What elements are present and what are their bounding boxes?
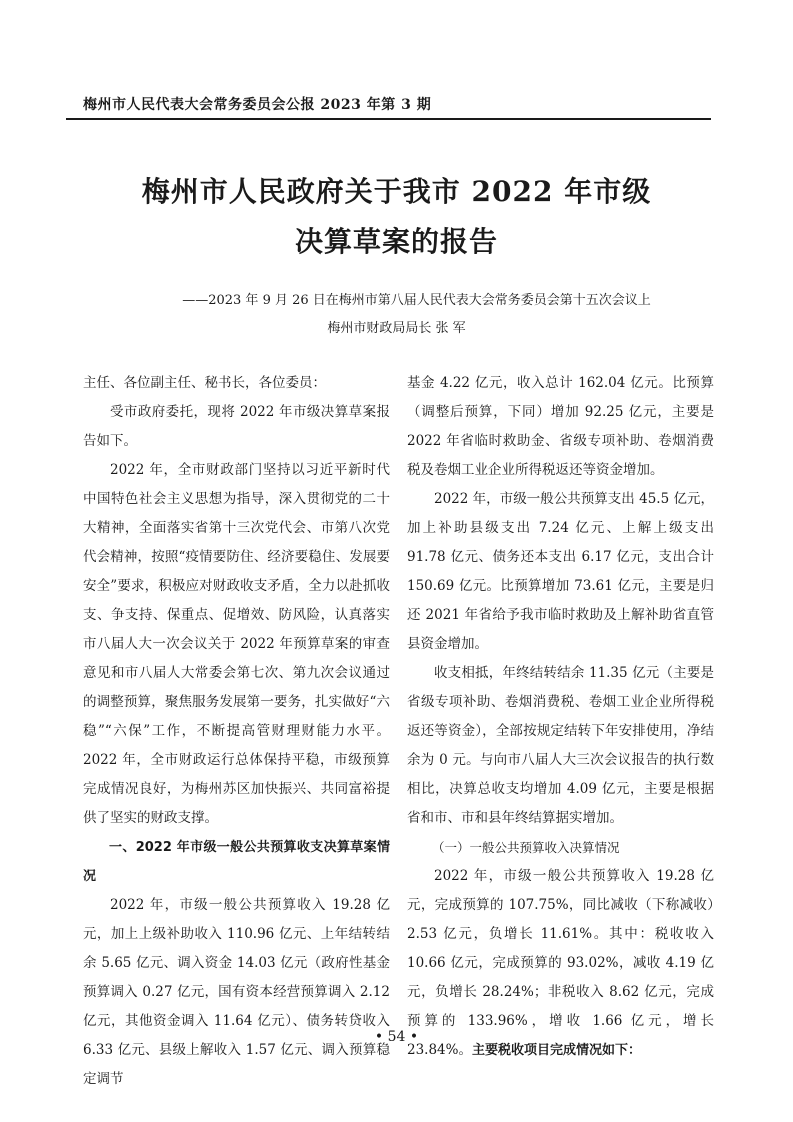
document-title-line-1: 梅州市人民政府关于我市 2022 年市级 — [141, 175, 652, 208]
paragraph-revenue-total-cont: 基金 4.22 亿元，收入总计 162.04 亿元。比预算（调整后预算，下同）增加 92.25 亿元，主要是 2022 年省临时救助金、省级专项补助、卷烟消费税及卷烟工业企业所得税返还等资金增加。 — [407, 375, 714, 478]
salutation: 主任、各位副主任、秘书长，各位委员： — [83, 375, 326, 391]
header-rule — [66, 118, 711, 120]
page-number: • 54 • — [374, 1029, 419, 1045]
paragraph-overview: 2022 年，全市财政部门坚持以习近平新时代中国特色社会主义思想为指导，深入贯彻党的二十大精神，全面落实省第十三次党代会、市第八次党代会精神，按照“疫情要防住、经济要稳住、发展要安全”要求，积极应对财政收支矛盾，全力以赴抓收支、争支持、保重点、促增效、防风险，认真落实市八届人大一次会议关于 2022 年预算草案的审查意见和市八届人大常委会第七次、第九次会议通过的调整预算，聚焦服务发展第一要务，扎实做好“六稳”“六保”工作，不断提高管财理财能力水平。2022 年，全市财政运行总体保持平稳，市级预算完成情况良好，为梅州苏区加快振兴、共同富裕提供了坚实的财政支撑。 — [83, 462, 390, 826]
revenue-detail-text: 2022 年，市级一般公共预算收入 19.28 亿元，完成预算的 107.75%，同比减收（下称减收）2.53 亿元，负增长 11.61%。其中：税收收入 10.66 亿元，完成预算的 93.02%，减收 4.19 亿元，负增长 28.24%；非税收入 8.62 亿元，完成预算的 133.96%，增收 1.66 亿元，增长 23.84%。 — [407, 868, 714, 1058]
subtitle-author: 梅州市财政局局长 张 军 — [327, 321, 466, 336]
document-title-line-2: 决算草案的报告 — [294, 225, 498, 258]
left-column — [83, 369, 390, 1094]
section-heading-1: 一、2022 年市级一般公共预算收支决算草案情况 — [83, 840, 390, 884]
subtitle-occasion: ——2023 年 9 月 26 日在梅州市第八届人民代表大会常务委员会第十五次会议上 — [182, 293, 651, 308]
subsection-heading-1: （一）一般公共预算收入决算情况 — [432, 840, 620, 855]
journal-header: 梅州市人民代表大会常务委员会公报 2023 年第 3 期 — [83, 97, 432, 113]
tax-items-lead: 主要税收项目完成情况如下： — [471, 1043, 641, 1058]
paragraph-revenue-total: 2022 年，市级一般公共预算收入 19.28 亿元，加上上级补助收入 110.96 亿元、上年结转结余 5.65 亿元、调入资金 14.03 亿元（政府性基金预算调入 0.27 亿元，国有资本经营预算调入 2.12 亿元，其他资金调入 11.64 亿元）、债务转贷收入 6.33 亿元、县级上解收入 1.57 亿元、调入预算稳定调节 — [83, 897, 390, 1087]
right-column — [407, 369, 714, 1065]
paragraph-expenditure: 2022 年，市级一般公共预算支出 45.5 亿元，加上补助县级支出 7.24 亿元、上解上级支出 91.78 亿元、债务还本支出 6.17 亿元，支出合计 150.69 亿元。比预算增加 73.61 亿元，主要是归还 2021 年省给予我市临时救助及上解补助省直管县资金增加。 — [407, 491, 714, 652]
paragraph-intro: 受市政府委托，现将 2022 年市级决算草案报告如下。 — [83, 404, 390, 449]
paragraph-balance: 收支相抵，年终结转结余 11.35 亿元（主要是省级专项补助、卷烟消费税、卷烟工业企业所得税返还等资金），全部按规定结转下年安排使用，净结余为 0 元。与向市八届人大三次会议报告的执行数相比，决算总收支均增加 4.09 亿元，主要是根据省和市、市和县年终结算据实增加。 — [407, 665, 714, 826]
